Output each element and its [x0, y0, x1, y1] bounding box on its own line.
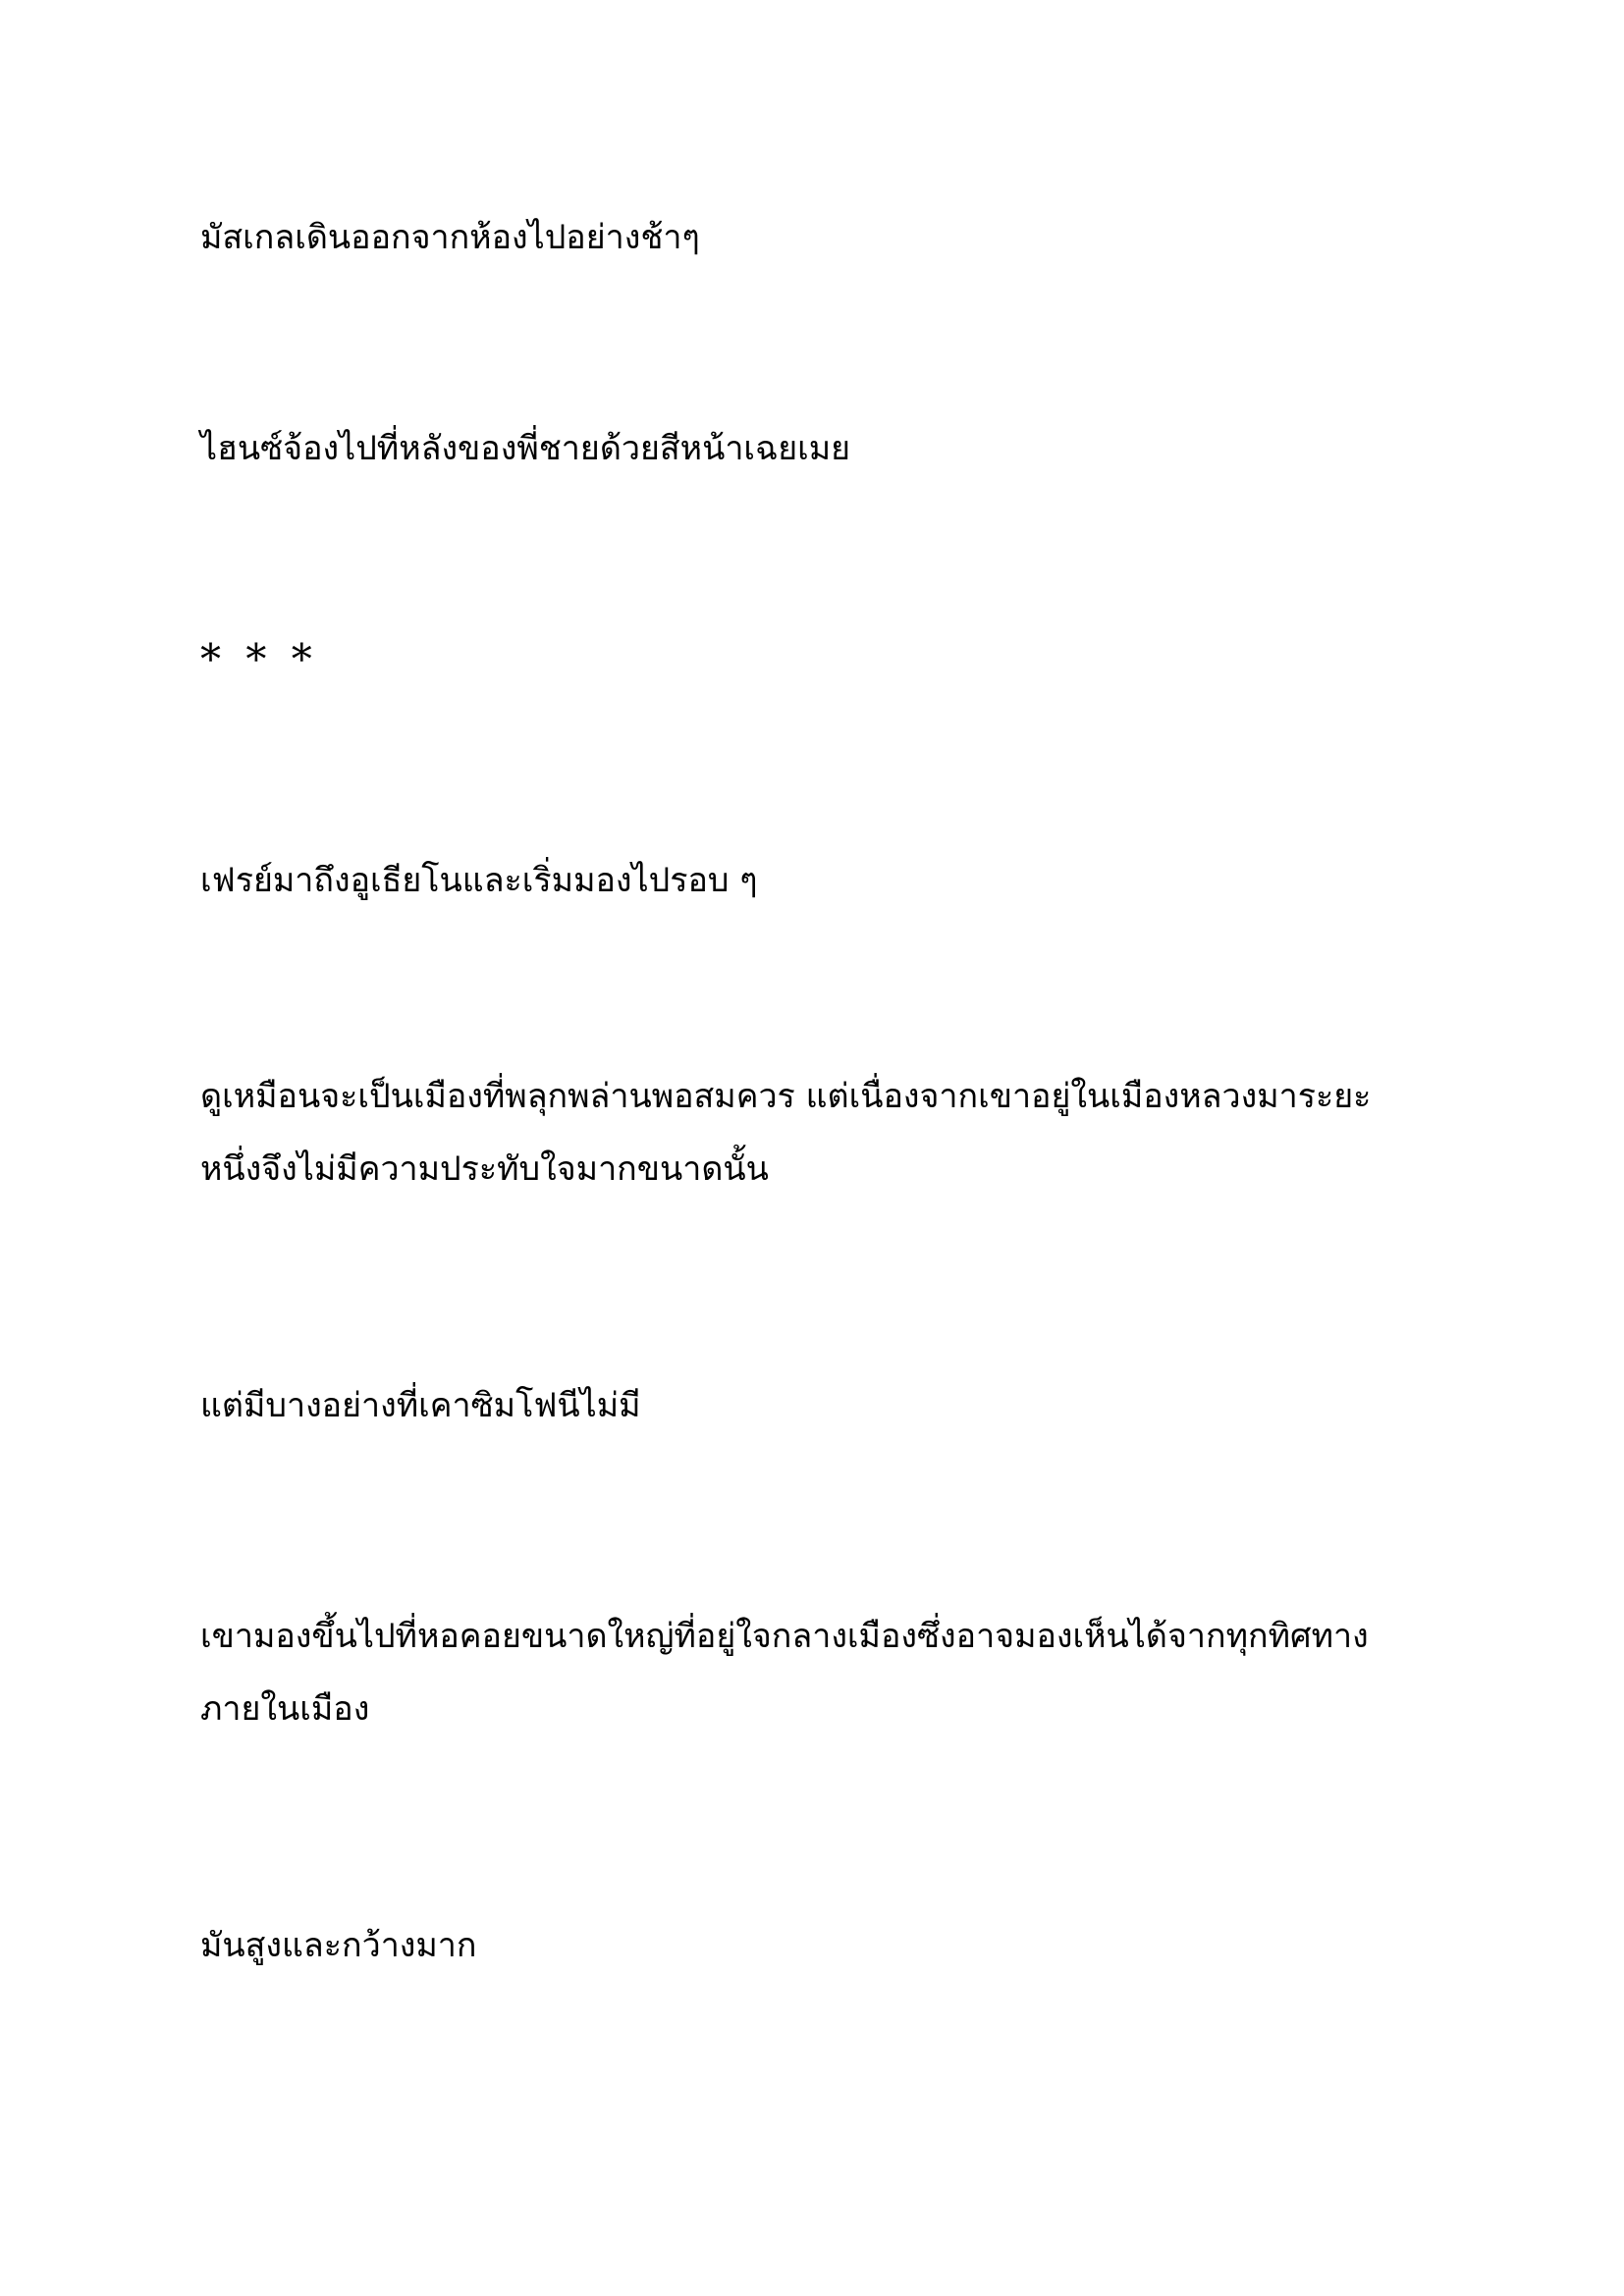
paragraph-line: ไฮนซ์จ้องไปที่หลังของพี่ชายด้วยสีหน้าเฉยเมย [200, 429, 851, 468]
paragraph-4 [200, 1060, 1437, 1205]
paragraph-line: มันสูงและกว้างมาก [200, 1926, 477, 1965]
scene-break-text: * * * [200, 635, 318, 683]
paragraph-line: หนึ่งจึงไม่มีความประทับใจมากขนาดนั้น [200, 1149, 769, 1189]
paragraph-2 [200, 412, 1437, 485]
paragraph-line: เขามองขึ้นไปที่หอคอยขนาดใหญ่ที่อยู่ใจกลางเมืองซึ่งอาจมองเห็นได้จากทุกทิศทาง [200, 1617, 1369, 1656]
paragraph-line: มัสเกลเดินออกจากห้องไปอย่างช้าๆ [200, 218, 700, 257]
paragraph-6 [200, 1600, 1437, 1745]
paragraph-line: ดูเหมือนจะเป็นเมืองที่พลุกพล่านพอสมควร แต่เนื่องจากเขาอยู่ในเมืองหลวงมาระยะ [200, 1077, 1372, 1116]
paragraph-3 [200, 844, 1437, 917]
paragraph-line: ภายในเมือง [200, 1689, 370, 1729]
paragraph-5 [200, 1369, 1437, 1442]
paragraph-line: เฟรย์มาถึงอูเธียโนและเริ่มมองไปรอบ ๆ [200, 861, 758, 900]
paragraph-1 [200, 201, 1437, 274]
paragraph-7 [200, 1909, 1437, 1982]
paragraph-line: แต่มีบางอย่างที่เคาซิมโฟนีไม่มี [200, 1386, 641, 1425]
scene-break [200, 623, 1437, 696]
